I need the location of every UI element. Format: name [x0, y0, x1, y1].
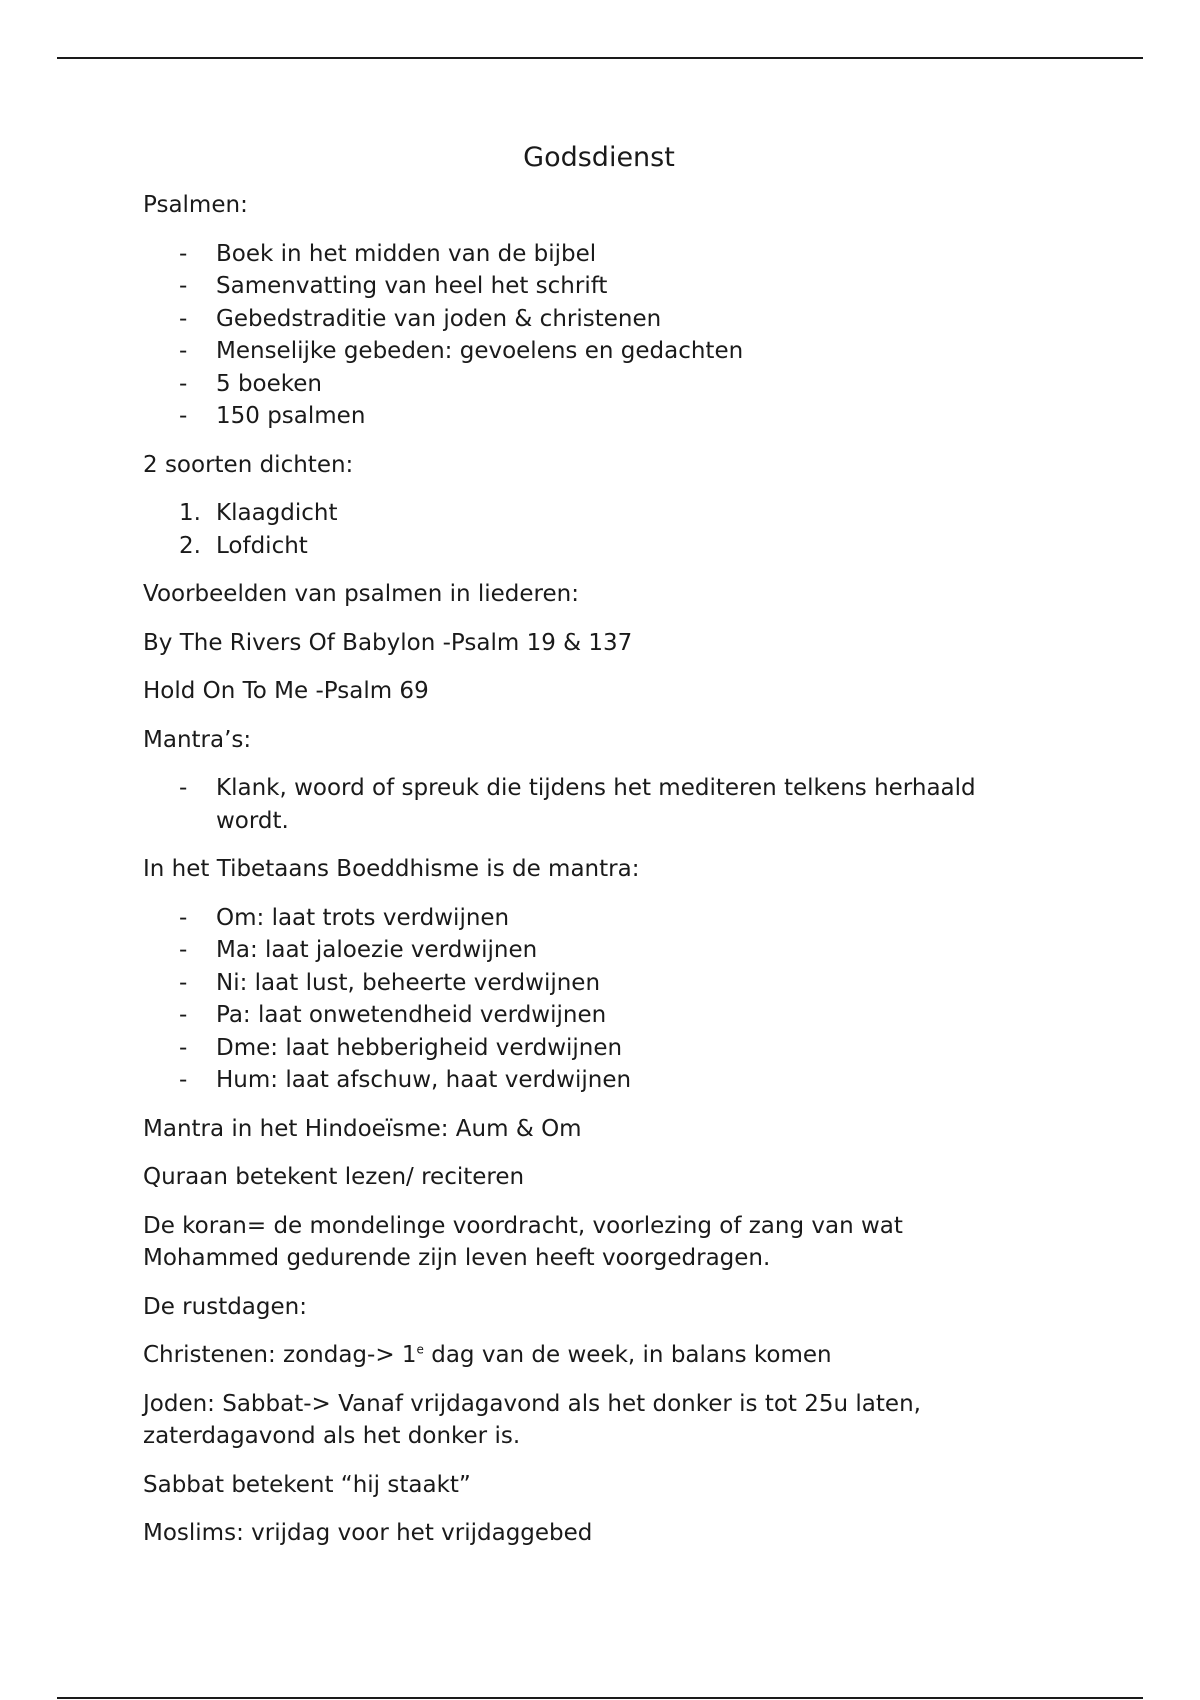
dash-marker: - — [179, 969, 188, 996]
list-item: 2. Lofdicht — [143, 530, 1043, 563]
dash-marker: - — [179, 370, 188, 397]
number-marker: 1. — [179, 500, 201, 526]
tibetaans-list — [143, 902, 1043, 1097]
list-item: - Menselijke gebeden: gevoelens en gedachten — [143, 335, 1043, 368]
mantras-heading: Mantra’s: — [143, 726, 252, 753]
christenen-paragraph: Christenen: zondag-> $1^e$ dag van de week, in balans komen — [143, 1342, 832, 1368]
dichten-heading: 2 soorten dichten: — [143, 451, 354, 478]
quraan-paragraph: Quraan betekent lezen/ reciteren — [143, 1164, 525, 1190]
moslims-paragraph: Moslims: vrijdag voor het vrijdaggebed — [143, 1520, 593, 1546]
list-item: - Pa: laat onwetendheid verdwijnen — [143, 999, 1043, 1032]
psalmen-list — [143, 238, 1043, 433]
footer-rule — [57, 1697, 1143, 1699]
dichten-list — [143, 497, 1043, 562]
list-item: - Ma: laat jaloezie verdwijnen — [143, 934, 1043, 967]
rustdagen-heading: De rustdagen: — [143, 1293, 307, 1320]
psalmen-heading: Psalmen: — [143, 192, 248, 218]
list-item: - 5 boeken — [143, 368, 1043, 401]
list-item: - Ni: laat lust, beheerte verdwijnen — [143, 967, 1043, 1000]
dash-marker: - — [179, 904, 188, 931]
document-body — [143, 140, 1043, 1566]
document-title: Godsdienst — [523, 142, 675, 173]
dash-marker: - — [179, 1067, 188, 1093]
list-item: - Dme: laat hebberigheid verdwijnen — [143, 1032, 1043, 1065]
dash-marker: - — [179, 775, 188, 801]
tibetaans-heading: In het Tibetaans Boeddhisme is de mantra: — [143, 856, 640, 882]
list-item: - Klank, woord of spreuk die tijdens het mediteren telkens herhaald wordt. — [143, 772, 1043, 837]
list-item: - Hum: laat afschuw, haat verdwijnen — [143, 1064, 1043, 1097]
dash-marker: - — [179, 338, 188, 364]
dash-marker: - — [179, 1002, 188, 1028]
song-example: By The Rivers Of Babylon -Psalm 19 & 137 — [143, 629, 633, 656]
dash-marker: - — [179, 403, 188, 429]
list-item: - Boek in het midden van de bijbel — [143, 238, 1043, 271]
list-item: 1. Klaagdicht — [143, 497, 1043, 530]
dash-marker: - — [179, 273, 188, 299]
dash-marker: - — [179, 305, 188, 332]
list-item: - Om: laat trots verdwijnen — [143, 902, 1043, 935]
dash-marker: - — [179, 240, 188, 267]
list-item: - Samenvatting van heel het schrift — [143, 270, 1043, 303]
dash-marker: - — [179, 1034, 188, 1061]
mantras-list — [143, 772, 1043, 837]
voorbeelden-heading: Voorbeelden van psalmen in liederen: — [143, 581, 579, 607]
joden-paragraph: Joden: Sabbat-> Vanaf vrijdagavond als het donker is tot 25u laten, zaterdagavond als het donker is. — [143, 1390, 921, 1449]
ordinal-superscript: e — [416, 1342, 424, 1357]
hindoeisme-paragraph: Mantra in het Hindoeïsme: Aum & Om — [143, 1115, 582, 1142]
header-rule — [57, 57, 1143, 59]
list-item: - 150 psalmen — [143, 400, 1043, 433]
song-example: Hold On To Me -Psalm 69 — [143, 678, 429, 704]
number-marker: 2. — [179, 532, 201, 559]
dash-marker: - — [179, 937, 188, 963]
list-item: - Gebedstraditie van joden & christenen — [143, 303, 1043, 336]
koran-paragraph: De koran= de mondelinge voordracht, voorlezing of zang van wat Mohammed gedurende zijn leven heeft voorgedragen. — [143, 1212, 903, 1271]
sabbat-paragraph: Sabbat betekent “hij staakt” — [143, 1471, 471, 1498]
